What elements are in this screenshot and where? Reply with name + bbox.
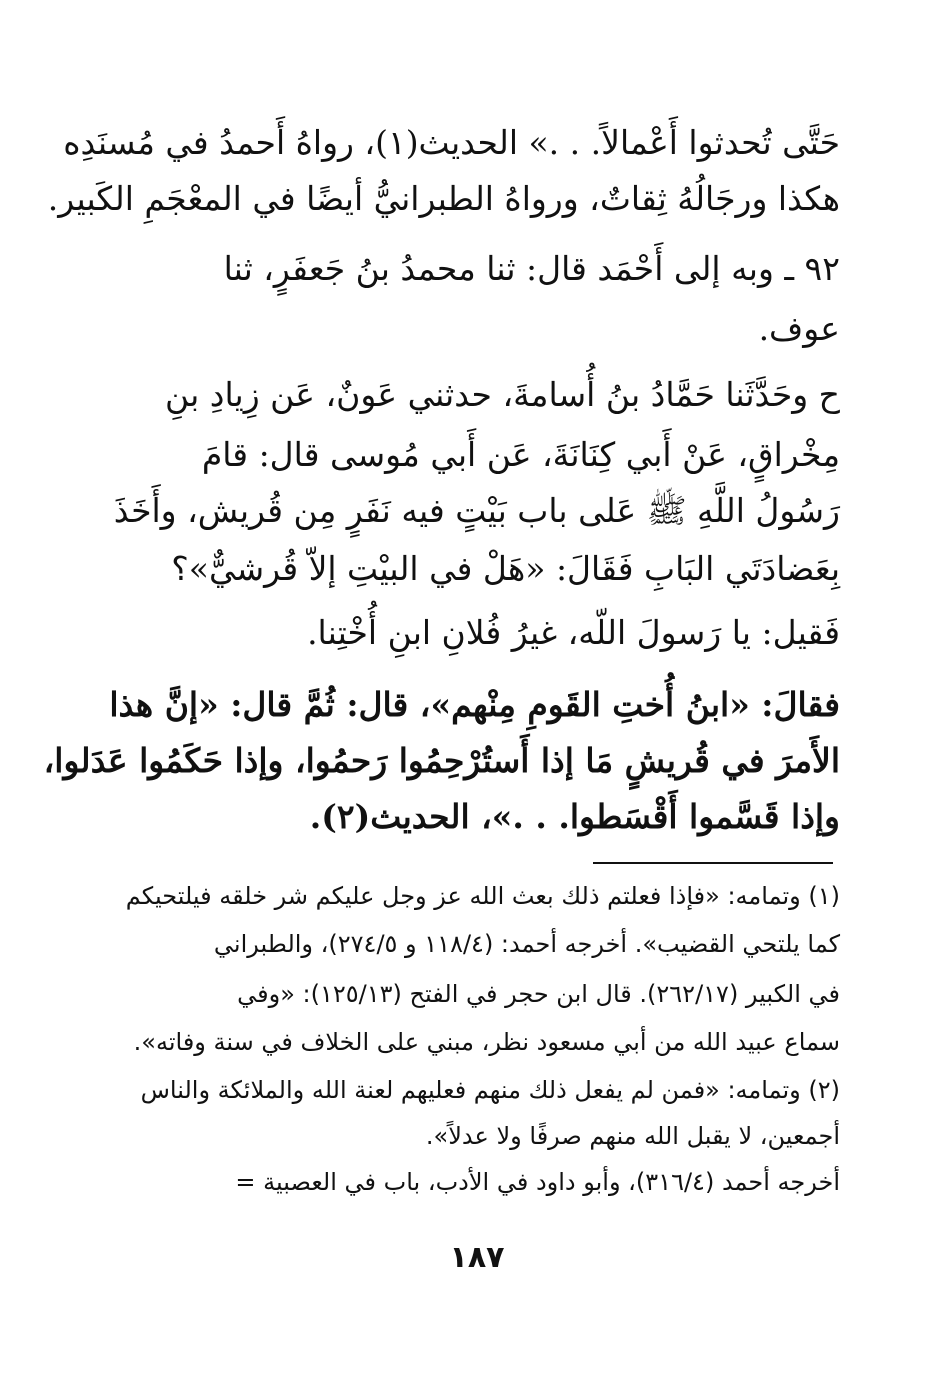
text-line: فَقيل: يا رَسولَ اللّه، غيرُ فُلانِ ابنِ أُخْتِنا. <box>307 613 840 652</box>
text-line: ٩٢ ـ وبه إلى أَحْمَد قال: ثنا محمدُ بنُ جَعفَرٍ، ثنا <box>223 249 840 288</box>
footnote-line: في الكبير (٢٦٢/١٧). قال ابن حجر في الفتح (١٢٥/١٣): «وفي <box>237 980 840 1008</box>
text-line: ح وحَدَّثَنا حَمَّادُ بنُ أُسامةَ، حدثني عَونٌ، عَن زِيادِ بنِ <box>165 375 840 414</box>
text-line: فقالَ: «ابنُ أُختِ القَومِ مِنْهم»، قال: ثُمَّ قال: «إنَّ هذا <box>109 685 840 724</box>
text-line: الأَمرَ في قُريشٍ مَا إذا أَستُرْحِمُوا رَحمُوا، وإذا حَكَمُوا عَدَلوا، <box>43 741 840 780</box>
footnote-line: أجمعين، لا يقبل الله منهم صرفًا ولا عدلاً». <box>425 1122 840 1150</box>
page-number: ١٨٧ <box>449 1240 505 1275</box>
footnote-separator <box>593 862 833 864</box>
footnote-line: أخرجه أحمد (٣١٦/٤)، وأبو داود في الأدب، باب في العصبية = <box>235 1168 840 1196</box>
text-line: هكذا ورجَالُهُ ثِقاتٌ، ورواهُ الطبرانيُّ أيضًا في المعْجَمِ الكَبير. <box>47 179 840 218</box>
text-line: حَتَّى تُحدثوا أَعْمالاً. . .» الحديث(١)، رواهُ أَحمدُ في مُسنَدِه <box>63 123 840 162</box>
footnote-line: سماع عبيد الله من أبي مسعود نظر، مبني على الخلاف في سنة وفاته». <box>133 1028 840 1056</box>
footnote-line: (١) وتمامه: «فإذا فعلتم ذلك بعث الله عز وجل عليكم شر خلقه فيلتحيكم <box>125 882 840 910</box>
text-line: رَسُولُ اللَّهِ ﷺ عَلى باب بَيْتٍ فيه نَفَرٍ مِن قُريش، وأَخَذَ <box>113 491 840 530</box>
text-line: عوف. <box>758 309 840 348</box>
footnote-line: (٢) وتمامه: «فمن لم يفعل ذلك منهم فعليهم لعنة الله والملائكة والناس <box>140 1076 840 1104</box>
text-line: بِعَضادَتَي البَابِ فَقَالَ: «هَلْ في البيْتِ إلاّ قُرشيٌّ»؟ <box>171 549 840 588</box>
text-line: وإذا قَسَّموا أَقْسَطوا. . .»، الحديث(٢). <box>309 797 840 836</box>
text-line: مِخْراقٍ، عَنْ أَبي كِنَانَةَ، عَن أَبي مُوسى قال: قامَ <box>201 435 840 474</box>
footnote-line: كما يلتحي القضيب». أخرجه أحمد: (١١٨/٤ و ٢٧٤/٥)، والطبراني <box>213 930 840 958</box>
